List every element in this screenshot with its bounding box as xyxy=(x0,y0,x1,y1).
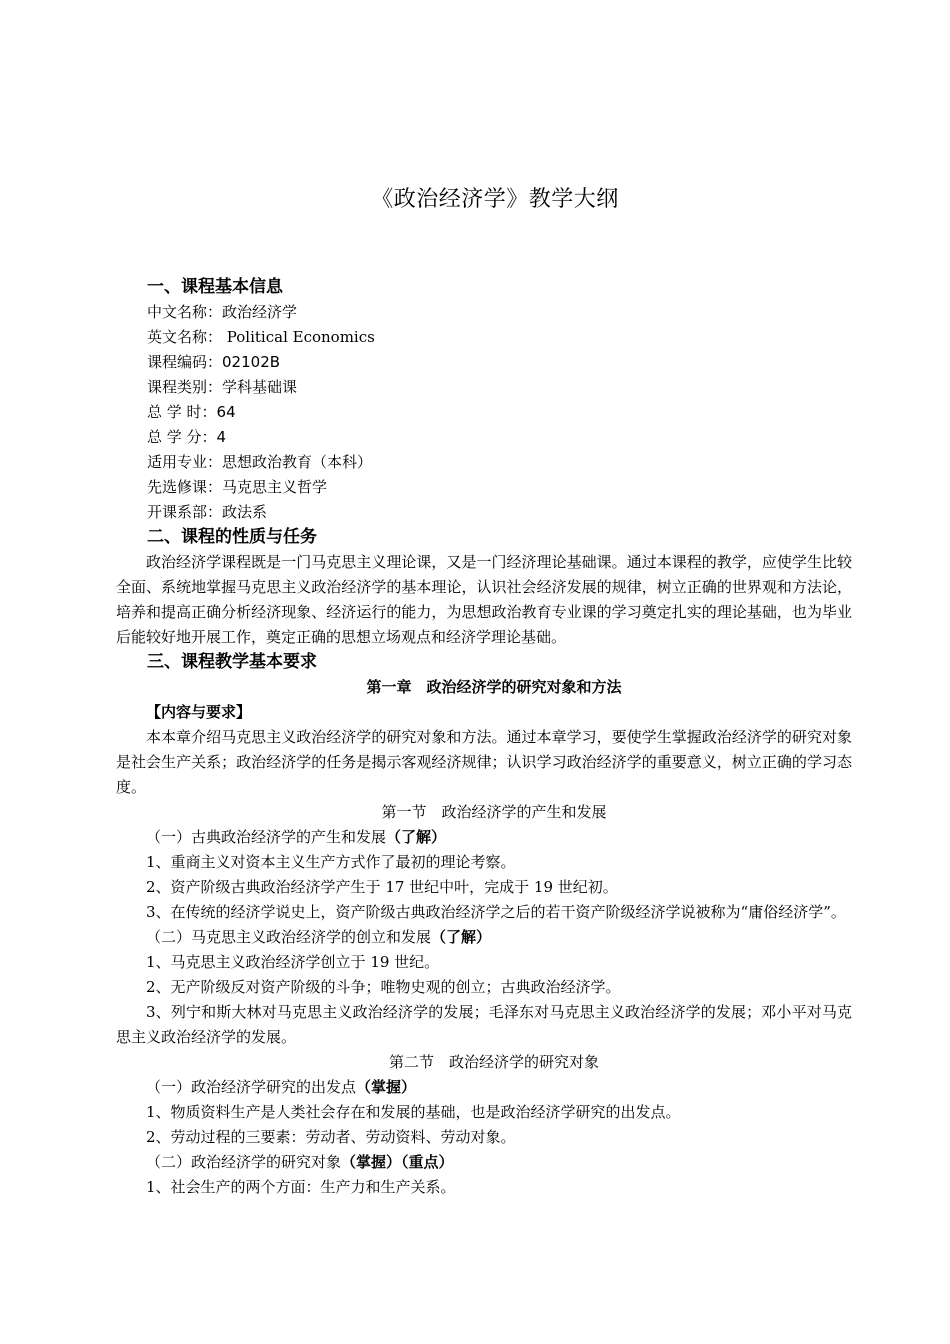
field-course-code xyxy=(116,350,852,375)
field-major xyxy=(116,450,852,475)
requirements-label: 【内容与要求】 xyxy=(146,703,252,721)
field-value: 64 xyxy=(216,403,236,421)
field-label: 总 学 分： xyxy=(147,428,217,446)
chapter-title: 第一章 政治经济学的研究对象和方法 xyxy=(366,678,622,696)
field-course-type xyxy=(116,375,852,400)
field-value: 4 xyxy=(216,428,227,446)
field-label: 课程编码： xyxy=(147,353,223,371)
level-tag: （掌握） xyxy=(356,1078,417,1096)
field-label: 总 学 时： xyxy=(147,403,217,421)
nature-tasks-paragraph: 政治经济学课程既是一门马克思主义理论课，又是一门经济理论基础课。通过本课程的教学，应使学生比较全面、系统地掌握马克思主义政治经济学的基本理论，认识社会经济发展的规律，树立正确的世界观和方法论，培养和提高正确分析经济现象、经济运行的能力，为思想政治教育专业课的学习奠定扎实的理论基础，也为毕业后能较好地开展工作，奠定正确的思想立场观点和经济学理论基础。 xyxy=(116,553,852,646)
subsection-text: （一）政治经济学研究的出发点 xyxy=(146,1078,357,1096)
field-value: 02102B xyxy=(222,353,281,371)
field-prerequisite xyxy=(116,475,852,500)
field-chinese-name xyxy=(116,300,852,325)
list-item: 1、重商主义对资本主义生产方式作了最初的理论考察。 xyxy=(146,853,516,871)
field-label: 先选修课： xyxy=(147,478,223,496)
document-title: 《政治经济学》教学大纲 xyxy=(371,187,619,212)
list-item: 2、资产阶级古典政治经济学产生于 17 世纪中叶，完成于 19 世纪初。 xyxy=(146,878,618,896)
field-value: 马克思主义哲学 xyxy=(222,478,328,496)
section-heading-requirements: 三、课程教学基本要求 xyxy=(147,652,317,672)
field-total-hours xyxy=(116,400,852,425)
list-item: 3、在传统的经济学说史上，资产阶级古典政治经济学之后的若干资产阶级经济学说被称为“庸俗经济学”。 xyxy=(146,903,846,921)
field-value: 政治经济学 xyxy=(222,303,298,321)
subsection-text: （一）古典政治经济学的产生和发展 xyxy=(146,828,387,846)
subsection-heading xyxy=(116,825,852,850)
subsection-heading xyxy=(116,925,852,950)
field-label: 课程类别： xyxy=(147,378,223,396)
field-value: 学科基础课 xyxy=(222,378,298,396)
node-title: 第一节 政治经济学的产生和发展 xyxy=(381,803,607,821)
section-heading-nature-tasks: 二、课程的性质与任务 xyxy=(147,527,317,547)
node-title: 第二节 政治经济学的研究对象 xyxy=(388,1053,599,1071)
field-value: Political Economics xyxy=(222,328,375,346)
field-label: 英文名称： xyxy=(147,328,223,346)
level-tag: （了解） xyxy=(386,828,447,846)
list-item: 1、马克思主义政治经济学创立于 19 世纪。 xyxy=(146,953,440,971)
list-item: 1、物质资料生产是人类社会存在和发展的基础，也是政治经济学研究的出发点。 xyxy=(146,1103,681,1121)
field-value: 政法系 xyxy=(222,503,268,521)
list-item: 2、无产阶级反对资产阶级的斗争；唯物史观的创立；古典政治经济学。 xyxy=(146,978,621,996)
requirements-paragraph: 本本章介绍马克思主义政治经济学的研究对象和方法。通过本章学习，要使学生掌握政治经济学的研究对象是社会生产关系；政治经济学的任务是揭示客观经济规律；认识学习政治经济学的重要意义，树立正确的学习态度。 xyxy=(116,728,852,796)
field-label: 适用专业： xyxy=(147,453,223,471)
list-item: 3、列宁和斯大林对马克思主义政治经济学的发展；毛泽东对马克思主义政治经济学的发展；邓小平对马克思主义政治经济学的发展。 xyxy=(116,1003,852,1046)
subsection-heading xyxy=(116,1150,852,1175)
subsection-text: （二）马克思主义政治经济学的创立和发展 xyxy=(146,928,432,946)
subsection-text: （二）政治经济学的研究对象 xyxy=(146,1153,342,1171)
field-department xyxy=(116,500,852,525)
field-total-credits xyxy=(116,425,852,450)
field-label: 中文名称： xyxy=(147,303,223,321)
list-item: 2、劳动过程的三要素：劳动者、劳动资料、劳动对象。 xyxy=(146,1128,516,1146)
field-label: 开课系部： xyxy=(147,503,223,521)
section-heading-basic-info: 一、课程基本信息 xyxy=(147,277,283,297)
field-value: 思想政治教育（本科） xyxy=(222,453,373,471)
level-tag: （了解） xyxy=(431,928,492,946)
list-item: 1、社会生产的两个方面：生产力和生产关系。 xyxy=(146,1178,456,1196)
document-body xyxy=(116,275,852,1200)
field-english-name xyxy=(116,325,852,350)
level-tag: （掌握）（重点） xyxy=(341,1153,454,1171)
subsection-heading xyxy=(116,1075,852,1100)
